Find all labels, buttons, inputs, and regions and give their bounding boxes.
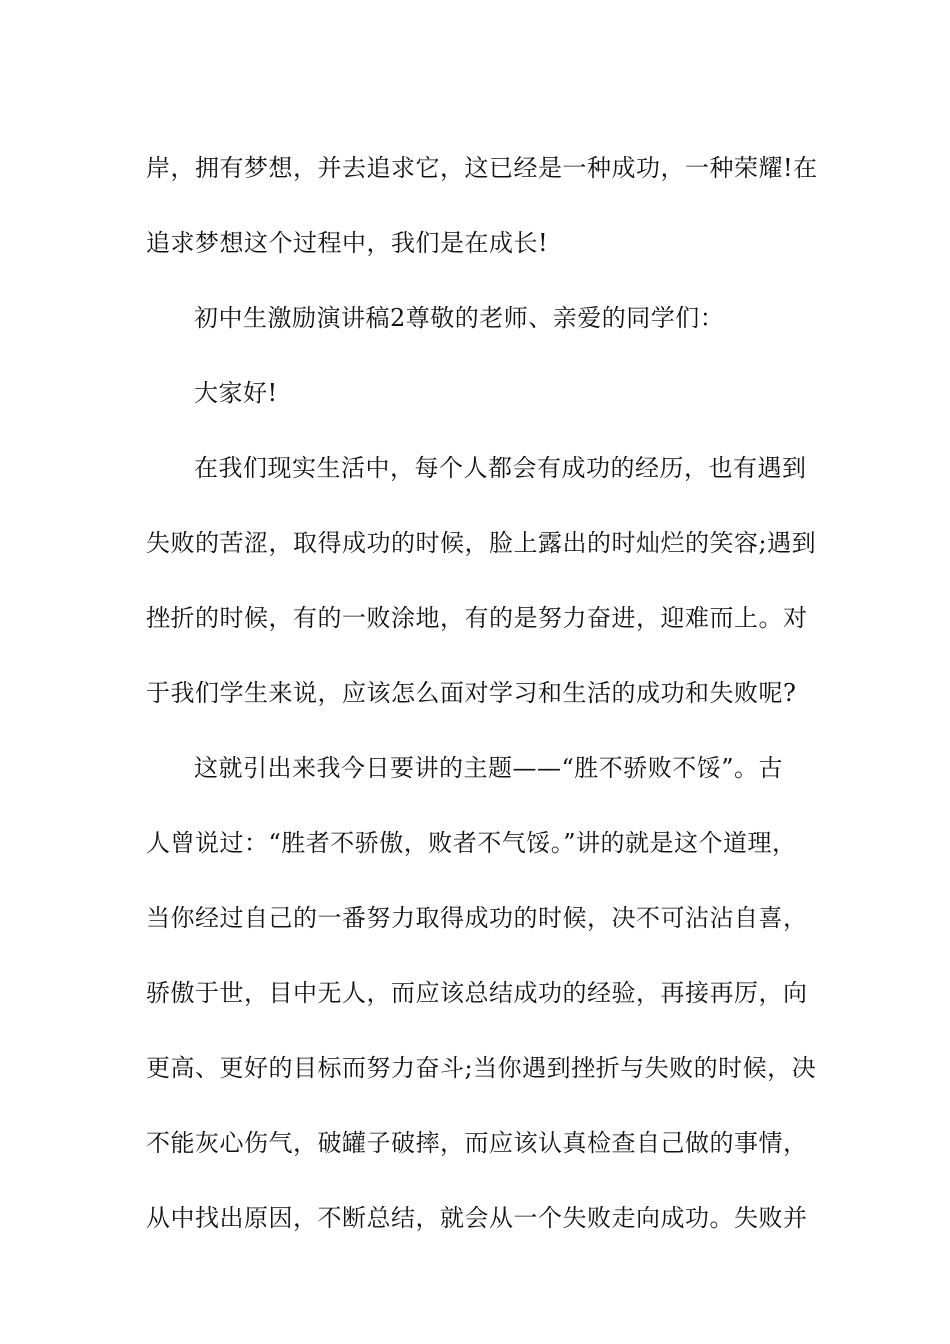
greeting-line: 大家好!: [194, 379, 278, 407]
paragraph-5: [146, 731, 817, 1256]
speech-title-line: 初中生激励演讲稿2尊敬的老师、亲爱的同学们：: [194, 304, 725, 332]
text-line: 不能灰心伤气，破罐子破摔，而应该认真检查自己做的事情，: [146, 1129, 808, 1157]
paragraph-1: [146, 131, 818, 281]
text-line: 挫折的时候，有的一败涂地，有的是努力奋进，迎难而上。对: [146, 604, 808, 632]
paragraph-3: [146, 356, 806, 431]
paragraph-4: [146, 431, 817, 731]
document-body: [146, 131, 818, 1256]
text-line: 岸，拥有梦想，并去追求它，这已经是一种成功，一种荣耀!在: [146, 154, 818, 182]
text-line: 人曾说过：“胜者不骄傲，败者不气馁。”讲的就是这个道理，: [146, 829, 797, 857]
paragraph-2: [146, 281, 806, 356]
text-line: 从中找出原因，不断总结，就会从一个失败走向成功。失败并: [146, 1204, 808, 1232]
text-line: 失败的苦涩，取得成功的时候，脸上露出的时灿烂的笑容;遇到: [146, 529, 817, 557]
text-line: 骄傲于世，目中无人，而应该总结成功的经验，再接再厉，向: [146, 979, 808, 1007]
text-line: 更高、更好的目标而努力奋斗;当你遇到挫折与失败的时候，决: [146, 1054, 817, 1082]
text-line: 追求梦想这个过程中，我们是在成长!: [146, 229, 549, 257]
text-line: 当你经过自己的一番努力取得成功的时候，决不可沾沾自喜，: [146, 904, 808, 932]
text-line: 于我们学生来说，应该怎么面对学习和生活的成功和失败呢?: [146, 679, 797, 707]
text-line: 这就引出来我今日要讲的主题——“胜不骄败不馁”。古: [194, 754, 784, 782]
text-line: 在我们现实生活中，每个人都会有成功的经历，也有遇到: [194, 454, 807, 482]
